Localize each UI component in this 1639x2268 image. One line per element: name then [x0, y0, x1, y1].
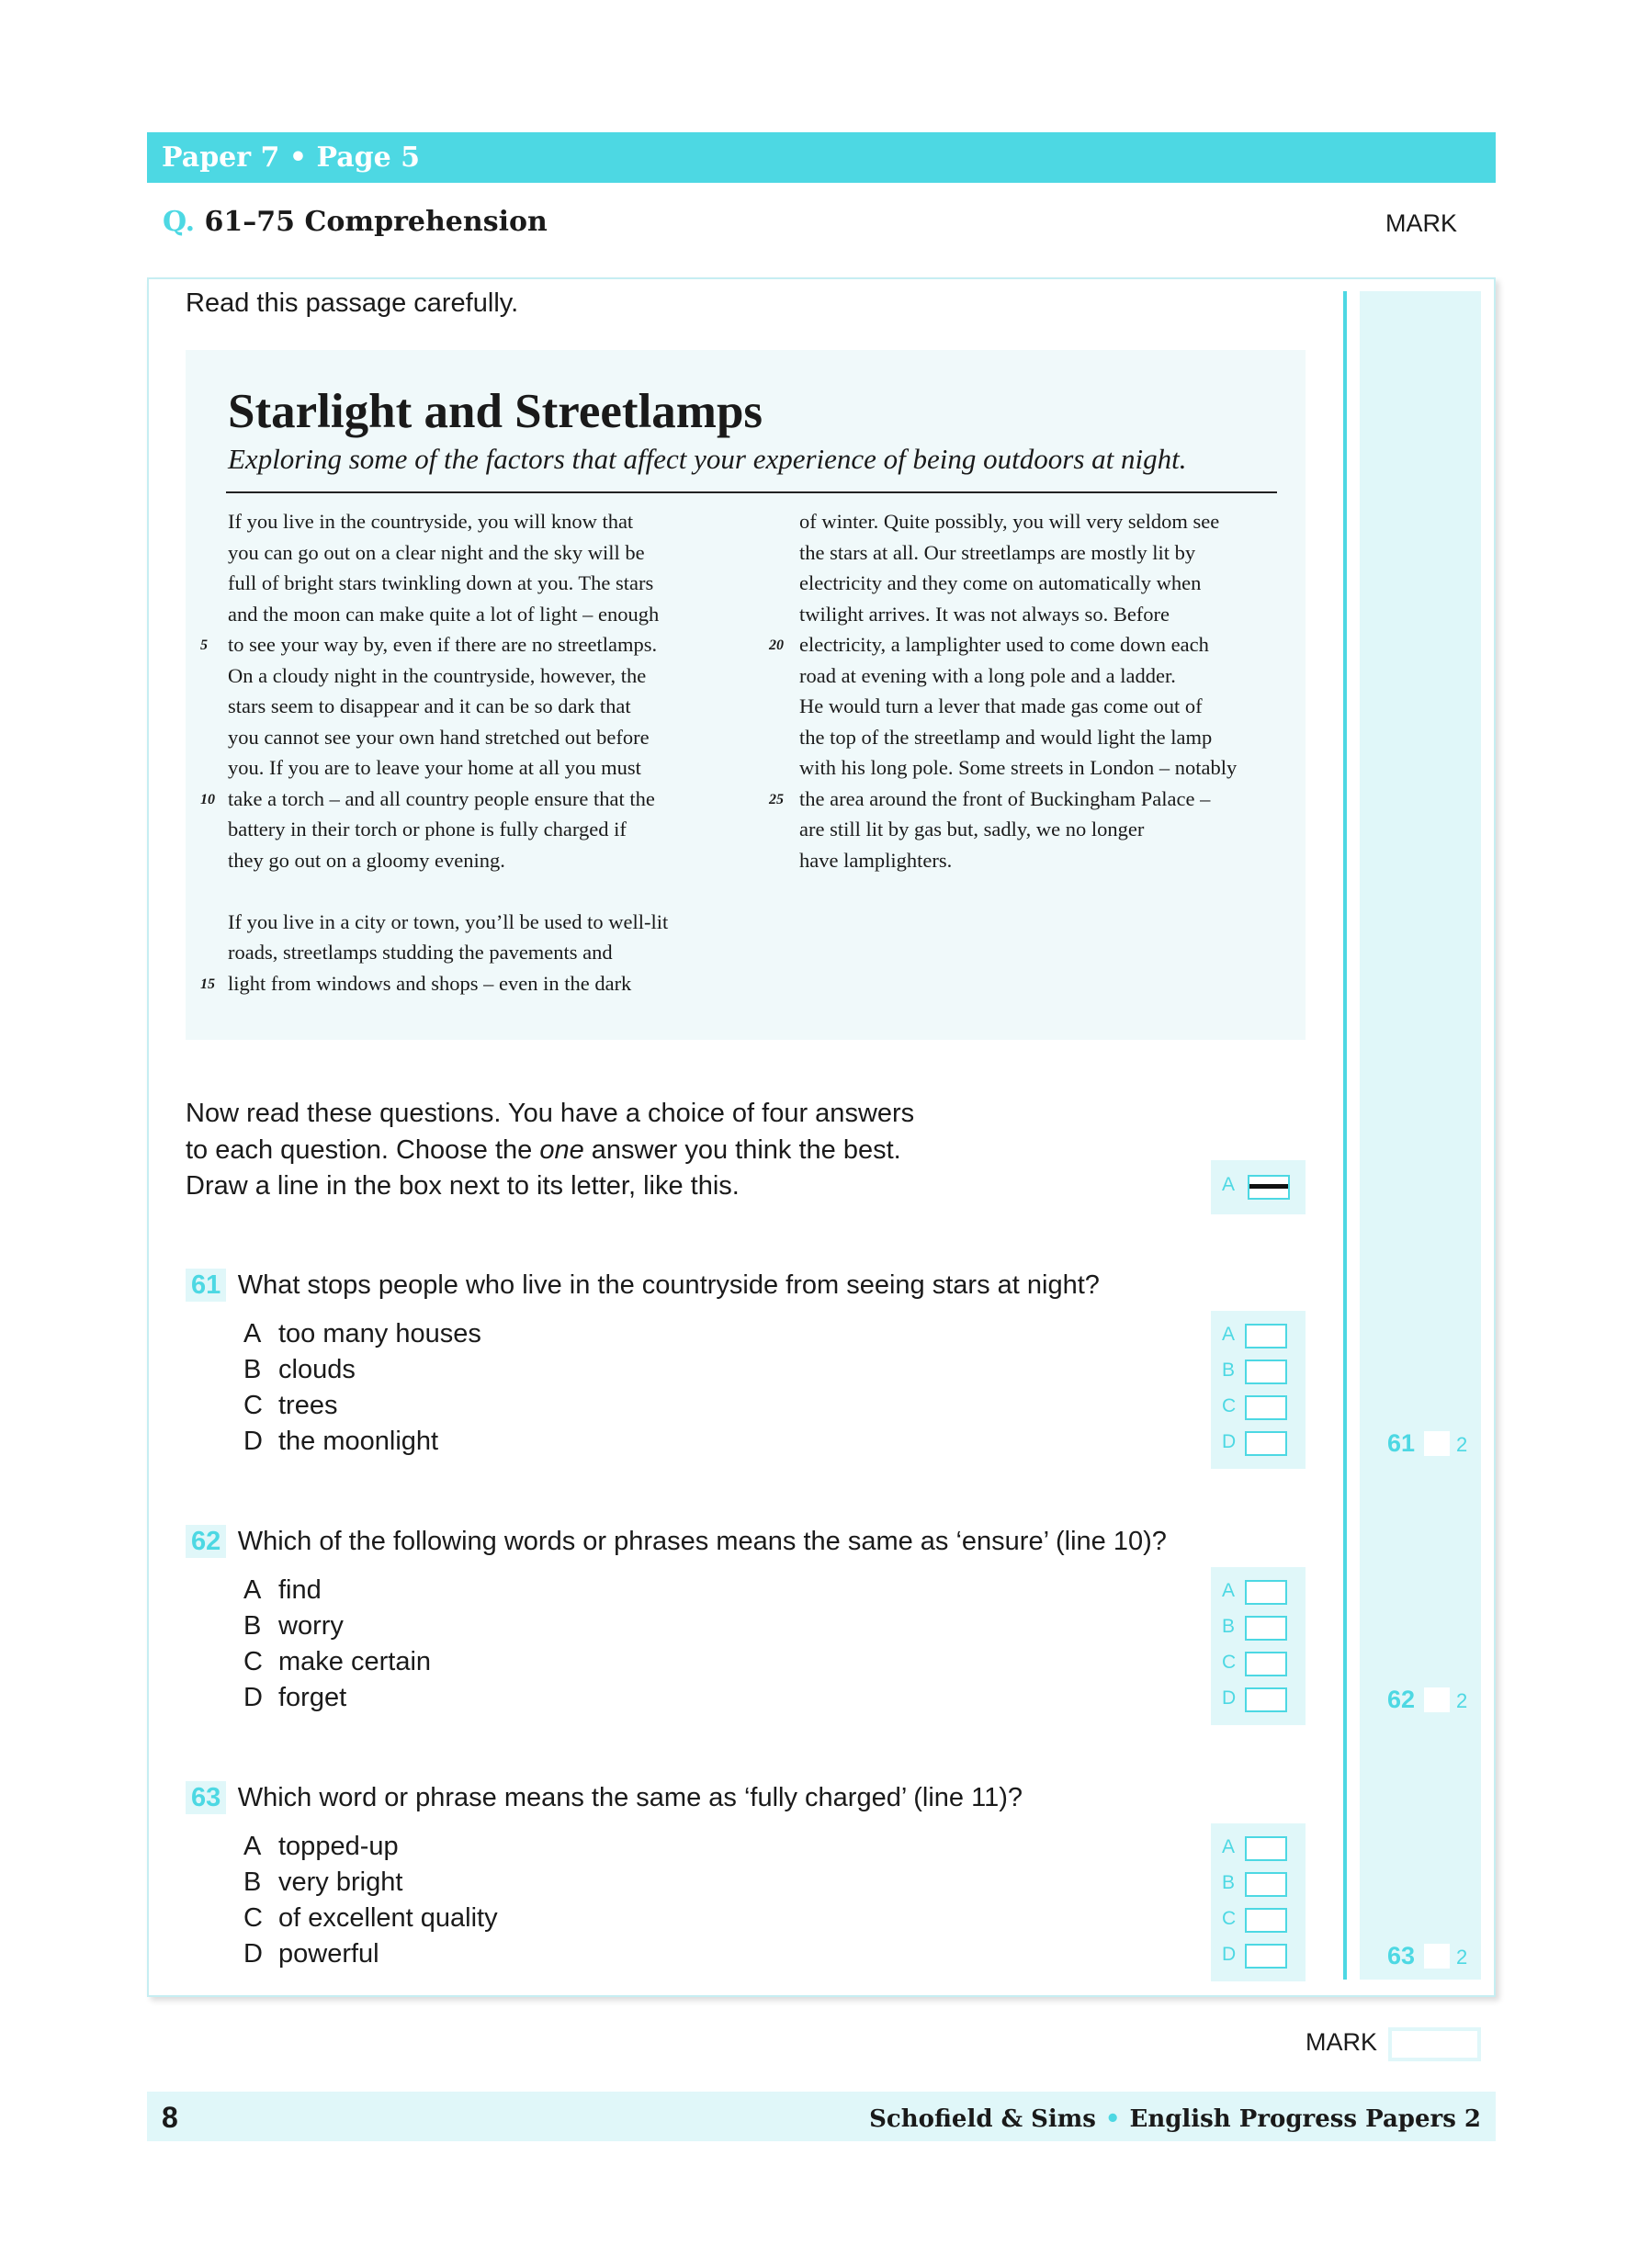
option-letter: B [243, 1867, 262, 1897]
option-text: very bright [278, 1867, 403, 1897]
mark-entry-box[interactable] [1424, 1944, 1450, 1969]
line-number: 25 [769, 791, 784, 807]
mark-label: MARK [1385, 209, 1458, 237]
passage-line: electricity and they come on automatically when [799, 571, 1202, 594]
answer-letter: B [1222, 1616, 1236, 1637]
answer-box-a[interactable] [1245, 1836, 1287, 1861]
option-letter: A [243, 1319, 262, 1348]
mark-question-number: 62 [1387, 1686, 1416, 1713]
option-text: forget [278, 1683, 347, 1712]
question-number: 62 [186, 1525, 226, 1558]
example-line [1249, 1184, 1288, 1189]
passage-line: If you live in a city or town, you’ll be used to well-lit [228, 909, 669, 933]
option-text: topped-up [278, 1832, 399, 1861]
option-d [243, 1936, 379, 1972]
answer-letter: A [1222, 1836, 1236, 1857]
passage-line: have lamplighters. [799, 848, 953, 872]
instruction-line: Now read these questions. You have a choice of four answers [186, 1099, 915, 1128]
passage-line: you cannot see your own hand stretched out before [228, 725, 650, 749]
instruction-emphasis: one [539, 1134, 584, 1165]
passage-line: the top of the streetlamp and would light the lamp [799, 725, 1213, 749]
option-letter: D [243, 1683, 263, 1712]
option-a [243, 1316, 481, 1352]
instruction-text: answer you think the best. [583, 1134, 901, 1165]
q-prefix: Q. [163, 206, 196, 238]
option-text: clouds [278, 1355, 356, 1384]
option-letter: A [243, 1575, 262, 1605]
answer-box-d[interactable] [1245, 1944, 1287, 1969]
option-letter: B [243, 1611, 262, 1641]
option-c [243, 1388, 337, 1424]
answer-box-d[interactable] [1245, 1687, 1287, 1712]
mark-question-number: 63 [1387, 1942, 1416, 1969]
option-letter: B [243, 1355, 262, 1384]
answer-letter: A [1222, 1324, 1236, 1345]
option-c [243, 1644, 431, 1680]
option-letter: C [243, 1647, 263, 1676]
option-text: worry [278, 1611, 344, 1641]
passage-line: and the moon can make quite a lot of light – enough [228, 602, 660, 626]
option-text: powerful [278, 1939, 379, 1969]
total-mark-label: MARK [1306, 2028, 1378, 2056]
option-b [243, 1865, 402, 1901]
passage-line: with his long pole. Some streets in London – notably [799, 756, 1238, 779]
option-letter: C [243, 1391, 263, 1420]
option-letter: A [243, 1832, 262, 1861]
answer-letter: B [1222, 1360, 1236, 1381]
series-title: English Progress Papers 2 [1129, 2105, 1481, 2133]
answer-box-b[interactable] [1245, 1872, 1287, 1897]
option-letter: C [243, 1903, 263, 1933]
section-heading: 61–75 Comprehension [204, 206, 548, 238]
option-a [243, 1573, 322, 1608]
question-62 [186, 1524, 1167, 1559]
answer-box-c[interactable] [1245, 1395, 1287, 1420]
option-text: make certain [278, 1647, 432, 1676]
answer-box-c[interactable] [1245, 1652, 1287, 1676]
passage-line: full of bright stars twinkling down at you. The stars [228, 571, 654, 594]
option-d [243, 1680, 346, 1716]
example-box [1211, 1160, 1306, 1214]
answer-box-group [1211, 1567, 1306, 1725]
passage-title: Starlight and Streetlamps [228, 385, 763, 438]
question-text: Which of the following words or phrases means the same as ‘ensure’ (line 10)? [237, 1527, 1167, 1556]
publisher-info [869, 2105, 1481, 2133]
instruction-text: to each question. Choose the [186, 1134, 540, 1165]
option-letter: D [243, 1939, 263, 1969]
option-text: too many houses [278, 1319, 481, 1348]
passage-line: you can go out on a clear night and the sky will be [228, 540, 645, 564]
divider [1343, 291, 1347, 1980]
answer-box-c[interactable] [1245, 1908, 1287, 1933]
max-mark: 2 [1456, 1946, 1468, 1969]
answer-letter: D [1222, 1431, 1237, 1452]
publisher: Schofield & Sims [869, 2105, 1096, 2133]
question-text: What stops people who live in the countryside from seeing stars at night? [237, 1270, 1100, 1300]
option-text: of excellent quality [278, 1903, 498, 1933]
passage-line: If you live in the countryside, you will know that [228, 510, 634, 533]
mark-question-number: 61 [1387, 1429, 1416, 1457]
answer-letter: C [1222, 1652, 1237, 1673]
question-text: Which word or phrase means the same as ‘fully charged’ (line 11)? [237, 1783, 1023, 1812]
passage-line: He would turn a lever that made gas come out of [799, 694, 1203, 717]
instruction-line: Draw a line in the box next to its letter, like this. [186, 1171, 740, 1201]
answer-letter: B [1222, 1872, 1236, 1893]
passage-line: the stars at all. Our streetlamps are mostly lit by [799, 540, 1196, 564]
answer-box-group [1211, 1311, 1306, 1469]
mark-column [1360, 291, 1481, 1980]
question-61 [186, 1268, 1100, 1303]
option-letter: D [243, 1427, 263, 1456]
passage-line: of winter. Quite possibly, you will very seldom see [799, 510, 1220, 533]
answer-box-d[interactable] [1245, 1431, 1287, 1456]
passage-line: roads, streetlamps studding the pavements and [228, 941, 613, 964]
answer-letter: D [1222, 1687, 1237, 1709]
option-c [243, 1901, 498, 1936]
passage-line: you. If you are to leave your home at all you must [228, 756, 641, 779]
answer-box-a[interactable] [1245, 1580, 1287, 1605]
mark-entry-box[interactable] [1424, 1687, 1450, 1712]
passage-subtitle: Exploring some of the factors that affect your experience of being outdoors at night. [228, 443, 1187, 475]
passage-line: battery in their torch or phone is fully charged if [228, 818, 627, 841]
line-number: 5 [200, 638, 208, 653]
title-rule [226, 491, 1277, 493]
passage-line: stars seem to disappear and it can be so dark that [228, 694, 631, 717]
page-number: 8 [162, 2101, 178, 2134]
answer-letter: C [1222, 1395, 1237, 1416]
option-b [243, 1608, 344, 1644]
line-number: 20 [769, 638, 784, 653]
total-mark-box[interactable] [1388, 2027, 1481, 2061]
option-d [243, 1424, 438, 1460]
example-letter: A [1222, 1174, 1236, 1195]
section-title [163, 206, 548, 238]
mark-entry-box[interactable] [1424, 1431, 1450, 1456]
answer-box-b[interactable] [1245, 1360, 1287, 1384]
max-mark: 2 [1456, 1689, 1468, 1712]
passage-line: twilight arrives. It was not always so. Before [799, 602, 1170, 626]
answer-box-group [1211, 1823, 1306, 1981]
option-text: the moonlight [278, 1427, 439, 1456]
option-text: trees [278, 1391, 338, 1420]
passage-line: take a torch – and all country people ensure that the [228, 786, 655, 810]
example-answer-box [1248, 1175, 1290, 1200]
answer-box-a[interactable] [1245, 1324, 1287, 1348]
option-b [243, 1352, 356, 1388]
passage-line: On a cloudy night in the countryside, however, the [228, 663, 647, 687]
line-number: 10 [200, 791, 215, 807]
option-text: find [278, 1575, 322, 1605]
passage-line: road at evening with a long pole and a ladder. [799, 663, 1176, 687]
answer-letter: D [1222, 1944, 1237, 1965]
passage-line: they go out on a gloomy evening. [228, 848, 505, 872]
page-header: Paper 7 • Page 5 [147, 132, 1496, 183]
option-a [243, 1829, 399, 1865]
separator: • [1104, 2105, 1121, 2133]
question-63 [186, 1780, 1023, 1815]
answer-box-b[interactable] [1245, 1616, 1287, 1641]
instructions [186, 1096, 914, 1205]
answer-letter: A [1222, 1580, 1236, 1601]
question-number: 61 [186, 1269, 226, 1302]
answer-letter: C [1222, 1908, 1237, 1929]
question-number: 63 [186, 1781, 226, 1814]
intro-text: Read this passage carefully. [186, 288, 519, 318]
passage-line: are still lit by gas but, sadly, we no longer [799, 818, 1145, 841]
passage-line: to see your way by, even if there are no streetlamps. [228, 633, 658, 656]
passage-line: light from windows and shops – even in the dark [228, 971, 632, 995]
line-number: 15 [200, 976, 215, 992]
passage-line: electricity, a lamplighter used to come down each [799, 633, 1209, 656]
instruction-line [186, 1133, 914, 1169]
passage-line: the area around the front of Buckingham Palace – [799, 786, 1211, 810]
max-mark: 2 [1456, 1433, 1468, 1456]
